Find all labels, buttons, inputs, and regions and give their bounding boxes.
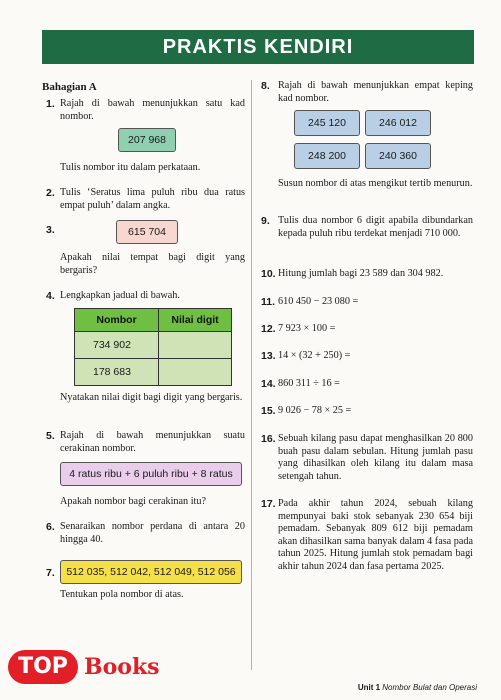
q9-number: 9.: [261, 215, 270, 227]
q8-card-3: 248 200: [294, 143, 360, 169]
q6-number: 6.: [46, 521, 55, 533]
q14-text: 860 311 ÷ 16 =: [278, 378, 340, 389]
q9-text: Tulis dua nombor 6 digit apabila dibundarkan kepada puluh ribu terdekat menjadi 710 000.: [278, 215, 473, 239]
q12-text: 7 923 × 100 =: [278, 323, 336, 334]
q4-after: Nyatakan nilai digit bagi digit yang bergaris.: [60, 392, 243, 403]
q10-text: Hitung jumlah bagi 23 589 dan 304 982.: [278, 268, 444, 279]
q4-header-nombor: Nombor: [75, 309, 159, 332]
q13-text: 14 × (32 + 250) =: [278, 350, 351, 361]
q11-number: 11.: [261, 296, 276, 308]
q8-card-4: 240 360: [365, 143, 431, 169]
q8-text: Rajah di bawah menunjukkan empat keping kad nombor.: [278, 80, 473, 104]
q16-number: 16.: [261, 433, 276, 445]
right-column: [251, 0, 501, 700]
section-title: Bahagian A: [42, 81, 97, 93]
q4-row2-number: 178 683: [75, 359, 159, 386]
q4-row1-answer[interactable]: [159, 332, 232, 359]
q11-text: 610 450 − 23 080 =: [278, 296, 359, 307]
q4-number: 4.: [46, 290, 55, 302]
q4-row2-answer[interactable]: [159, 359, 232, 386]
q14-number: 14.: [261, 378, 276, 390]
q1-text: Rajah di bawah menunjukkan satu kad nombor.: [60, 98, 245, 122]
q5-text: Rajah di bawah menunjukkan suatu cerakinan nombor.: [60, 430, 245, 454]
q5-after: Apakah nombor bagi cerakinan itu?: [60, 496, 206, 507]
q2-number: 2.: [46, 187, 55, 199]
q16-text: Sebuah kilang pasu dapat menghasilkan 20 800 buah pasu dalam sebulan. Hitung jumlah pasu yang dihasilkan oleh kilang itu dalam masa setengah tahun.: [278, 433, 473, 482]
q6-text: Senaraikan nombor perdana di antara 20 hingga 40.: [60, 521, 245, 545]
q8-card-2: 246 012: [365, 110, 431, 136]
q7-card: 512 035, 512 042, 512 049, 512 056: [60, 560, 242, 584]
q10-number: 10.: [261, 268, 276, 280]
q3-number: 3.: [46, 224, 55, 236]
q2-text: Tulis ‘Seratus lima puluh ribu dua ratus empat puluh’ dalam angka.: [60, 187, 245, 211]
q8-card-1: 245 120: [294, 110, 360, 136]
page-footer: [358, 683, 477, 692]
q7-after: Tentukan pola nombor di atas.: [60, 589, 184, 600]
q5-card: 4 ratus ribu + 6 puluh ribu + 8 ratus: [60, 462, 242, 486]
q13-number: 13.: [261, 350, 276, 362]
footer-unit: Unit 1: [357, 683, 381, 692]
q8-number: 8.: [261, 80, 270, 92]
footer-title: Nombor Bulat dan Operasi: [382, 683, 477, 692]
topbooks-logo-books: Books: [84, 654, 160, 680]
q15-text: 9 026 − 78 × 25 =: [278, 405, 352, 416]
q8-after: Susun nombor di atas mengikut tertib menurun.: [278, 178, 473, 189]
q17-text: Pada akhir tahun 2024, sebuah kilang mempunyai baki stok sebanyak 230 654 biji pemadam. Sebanyak 809 612 biji pemadam akan dihasilkan sama banyak dalam 4 fasa pada tahun 2025. Hitung jumlah stok pemadam bagi akhir tahun 2024 dan fasa pertama 2025.: [278, 498, 473, 572]
q1-after: Tulis nombor itu dalam perkataan.: [60, 162, 201, 173]
q3-card: 615 704: [116, 220, 178, 244]
q1-card: 207 968: [118, 128, 176, 152]
q7-number: 7.: [46, 567, 55, 579]
q4-text: Lengkapkan jadual di bawah.: [60, 290, 180, 301]
q4-row1-number: 734 902: [75, 332, 159, 359]
q15-number: 15.: [261, 405, 276, 417]
topbooks-logo-top: TOP: [8, 650, 78, 684]
q4-table: [74, 308, 232, 386]
page-banner: PRAKTIS KENDIRI: [42, 30, 474, 64]
q4-header-nilai: Nilai digit: [159, 309, 232, 332]
q5-number: 5.: [46, 430, 55, 442]
q17-number: 17.: [261, 498, 276, 510]
q12-number: 12.: [261, 323, 276, 335]
q1-number: 1.: [46, 98, 55, 110]
q3-after: Apakah nilai tempat bagi digit yang bergaris?: [60, 252, 245, 276]
